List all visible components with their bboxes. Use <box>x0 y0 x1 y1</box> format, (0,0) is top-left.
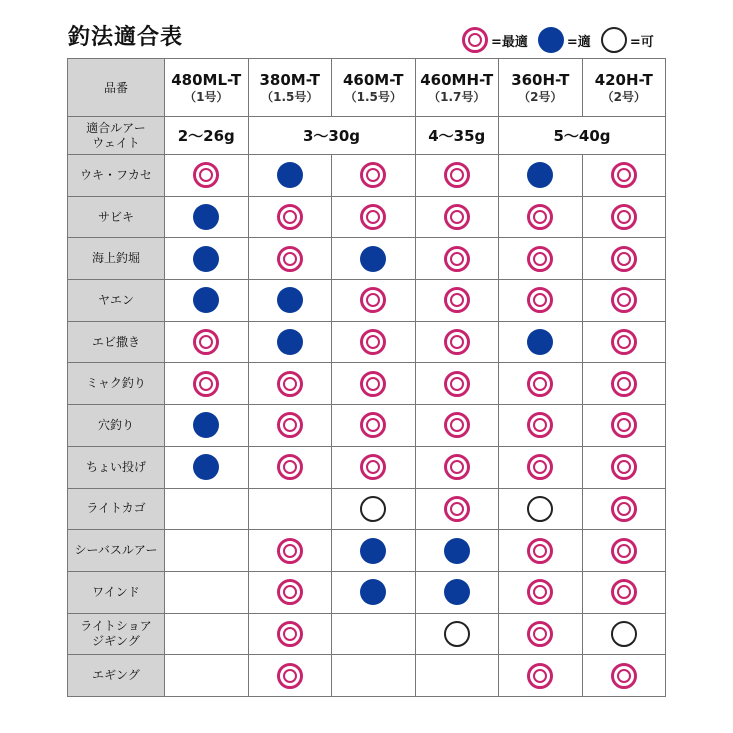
rating-cell <box>248 280 332 322</box>
rating-cell <box>499 571 583 613</box>
rating-cell <box>582 530 666 572</box>
method-label-line: ライトショア <box>80 618 152 633</box>
open-circle-icon <box>360 496 386 522</box>
filled-circle-icon <box>193 246 219 272</box>
table-row <box>68 196 666 238</box>
double-circle-icon <box>527 246 553 272</box>
rating-cell <box>582 655 666 697</box>
rating-cell <box>415 405 499 447</box>
method-label-line: サビキ <box>97 209 134 224</box>
rating-cell <box>248 321 332 363</box>
method-label <box>68 488 165 530</box>
rating-cell <box>582 280 666 322</box>
rating-cell <box>332 530 416 572</box>
model-name: 480ML-T <box>171 70 242 89</box>
rating-cell <box>499 321 583 363</box>
method-label <box>68 655 165 697</box>
double-circle-icon <box>444 371 470 397</box>
rating-cell <box>165 446 249 488</box>
double-circle-icon <box>193 329 219 355</box>
model-line: （1.5号） <box>344 89 402 104</box>
rating-cell <box>165 488 249 530</box>
rating-cell <box>415 530 499 572</box>
double-circle-icon <box>444 246 470 272</box>
open-circle-icon <box>444 621 470 647</box>
double-circle-icon <box>360 204 386 230</box>
rating-cell <box>499 530 583 572</box>
open-circle-icon <box>611 621 637 647</box>
method-label <box>68 280 165 322</box>
rating-cell <box>582 238 666 280</box>
filled-circle-icon <box>193 204 219 230</box>
rating-cell <box>165 530 249 572</box>
double-circle-icon <box>611 412 637 438</box>
model-header <box>248 59 332 117</box>
double-circle-icon <box>444 454 470 480</box>
method-label-line: エビ撒き <box>91 334 140 349</box>
method-label-line: ミャク釣り <box>86 376 146 391</box>
weight-cell: 4～35g <box>415 117 499 155</box>
double-circle-icon <box>360 371 386 397</box>
legend-item-good <box>538 27 591 53</box>
double-circle-icon <box>527 454 553 480</box>
rating-cell <box>415 571 499 613</box>
weight-label-line: 適合ルアー <box>86 120 146 135</box>
table-row <box>68 613 666 655</box>
rating-cell <box>582 321 666 363</box>
filled-circle-icon <box>360 538 386 564</box>
method-label-line: エギング <box>92 668 140 683</box>
method-label-line: ワインド <box>92 584 140 599</box>
double-circle-icon <box>277 579 303 605</box>
rating-cell <box>332 196 416 238</box>
weight-row <box>68 117 666 155</box>
legend-item-best <box>462 27 528 53</box>
weight-cell: 3～30g <box>248 117 415 155</box>
double-circle-icon <box>277 204 303 230</box>
rating-cell <box>499 488 583 530</box>
double-circle-icon <box>444 287 470 313</box>
method-label-line: ヤエン <box>97 292 134 307</box>
model-line: （2号） <box>518 89 563 104</box>
method-label <box>68 238 165 280</box>
double-circle-icon <box>527 204 553 230</box>
filled-circle-icon <box>193 454 219 480</box>
rating-cell <box>165 238 249 280</box>
header-label: 品番 <box>68 59 165 117</box>
weight-label <box>68 117 165 155</box>
model-name: 360H-T <box>511 70 570 89</box>
double-circle-icon <box>611 454 637 480</box>
method-label <box>68 363 165 405</box>
method-label <box>68 571 165 613</box>
double-circle-icon <box>611 579 637 605</box>
double-circle-icon <box>360 329 386 355</box>
rating-cell <box>499 238 583 280</box>
weight-label-line: ウェイト <box>92 135 140 150</box>
weight-cell: 2～26g <box>165 117 249 155</box>
table-row <box>68 446 666 488</box>
method-label-line: ライトカゴ <box>86 501 146 516</box>
table-row <box>68 655 666 697</box>
rating-cell <box>415 613 499 655</box>
method-label <box>68 530 165 572</box>
table-row <box>68 530 666 572</box>
double-circle-icon <box>277 371 303 397</box>
rating-cell <box>499 613 583 655</box>
method-label <box>68 155 165 197</box>
rating-cell <box>248 613 332 655</box>
double-circle-icon <box>277 454 303 480</box>
table-row <box>68 488 666 530</box>
rating-cell <box>248 530 332 572</box>
double-circle-icon <box>527 412 553 438</box>
method-label <box>68 446 165 488</box>
model-header <box>499 59 583 117</box>
rating-cell <box>332 155 416 197</box>
double-circle-icon <box>277 663 303 689</box>
rating-cell <box>332 238 416 280</box>
rating-cell <box>582 488 666 530</box>
rating-cell <box>415 655 499 697</box>
double-circle-icon <box>611 538 637 564</box>
filled-circle-icon <box>193 412 219 438</box>
filled-circle-icon <box>538 27 564 53</box>
rating-cell <box>332 446 416 488</box>
double-circle-icon <box>611 287 637 313</box>
model-header <box>332 59 416 117</box>
table-row <box>68 238 666 280</box>
fit-table <box>67 58 666 697</box>
method-label <box>68 405 165 447</box>
filled-circle-icon <box>360 246 386 272</box>
model-header <box>165 59 249 117</box>
double-circle-icon <box>611 329 637 355</box>
table-row <box>68 405 666 447</box>
double-circle-icon <box>462 27 488 53</box>
rating-cell <box>332 613 416 655</box>
rating-cell <box>248 655 332 697</box>
filled-circle-icon <box>277 287 303 313</box>
weight-cell: 5～40g <box>499 117 666 155</box>
method-label <box>68 321 165 363</box>
rating-cell <box>582 196 666 238</box>
method-label-line: 海上釣堀 <box>91 251 140 266</box>
filled-circle-icon <box>444 579 470 605</box>
double-circle-icon <box>193 371 219 397</box>
table-row <box>68 321 666 363</box>
model-name: 420H-T <box>594 70 653 89</box>
rating-cell <box>415 196 499 238</box>
rating-cell <box>248 155 332 197</box>
double-circle-icon <box>360 287 386 313</box>
double-circle-icon <box>444 329 470 355</box>
rating-cell <box>332 363 416 405</box>
filled-circle-icon <box>527 329 553 355</box>
filled-circle-icon <box>444 538 470 564</box>
double-circle-icon <box>444 204 470 230</box>
double-circle-icon <box>277 246 303 272</box>
rating-cell <box>248 571 332 613</box>
rating-cell <box>165 155 249 197</box>
method-label-line: シーバスルアー <box>74 543 158 558</box>
rating-cell <box>415 446 499 488</box>
rating-cell <box>248 363 332 405</box>
rating-cell <box>165 196 249 238</box>
model-header <box>415 59 499 117</box>
double-circle-icon <box>277 538 303 564</box>
rating-cell <box>248 405 332 447</box>
double-circle-icon <box>611 496 637 522</box>
rating-cell <box>499 363 583 405</box>
rating-cell <box>332 321 416 363</box>
double-circle-icon <box>444 162 470 188</box>
filled-circle-icon <box>277 162 303 188</box>
filled-circle-icon <box>360 579 386 605</box>
rating-cell <box>415 321 499 363</box>
open-circle-icon <box>527 496 553 522</box>
double-circle-icon <box>527 621 553 647</box>
rating-cell <box>165 613 249 655</box>
double-circle-icon <box>360 412 386 438</box>
double-circle-icon <box>611 162 637 188</box>
rating-cell <box>332 405 416 447</box>
rating-cell <box>415 488 499 530</box>
rating-cell <box>165 571 249 613</box>
rating-cell <box>582 446 666 488</box>
table-row <box>68 363 666 405</box>
model-name: 460M-T <box>343 70 404 89</box>
double-circle-icon <box>527 538 553 564</box>
rating-cell <box>165 280 249 322</box>
rating-cell <box>165 655 249 697</box>
model-line: （2号） <box>601 89 646 104</box>
legend-label-good: =適 <box>566 34 591 50</box>
rating-cell <box>499 155 583 197</box>
double-circle-icon <box>360 454 386 480</box>
rating-cell <box>499 446 583 488</box>
legend-item-ok <box>601 27 654 53</box>
method-label <box>68 613 165 655</box>
table-row <box>68 280 666 322</box>
rating-cell <box>332 571 416 613</box>
rating-cell <box>248 238 332 280</box>
double-circle-icon <box>360 162 386 188</box>
model-name: 460MH-T <box>420 70 494 89</box>
double-circle-icon <box>193 162 219 188</box>
rating-cell <box>499 405 583 447</box>
model-header <box>582 59 666 117</box>
rating-cell <box>499 196 583 238</box>
legend <box>452 26 654 54</box>
filled-circle-icon <box>527 162 553 188</box>
rating-cell <box>582 363 666 405</box>
rating-cell <box>415 280 499 322</box>
double-circle-icon <box>611 246 637 272</box>
double-circle-icon <box>444 496 470 522</box>
double-circle-icon <box>611 663 637 689</box>
double-circle-icon <box>611 371 637 397</box>
rating-cell <box>248 196 332 238</box>
filled-circle-icon <box>277 329 303 355</box>
model-name: 380M-T <box>259 70 320 89</box>
open-circle-icon <box>601 27 627 53</box>
rating-cell <box>499 655 583 697</box>
double-circle-icon <box>527 371 553 397</box>
rating-cell <box>332 655 416 697</box>
model-line: （1.5号） <box>261 89 319 104</box>
rating-cell <box>248 446 332 488</box>
rating-cell <box>165 405 249 447</box>
rating-cell <box>415 238 499 280</box>
fit-table-body <box>68 155 666 697</box>
model-line: （1.7号） <box>428 89 486 104</box>
table-row <box>68 571 666 613</box>
filled-circle-icon <box>193 287 219 313</box>
model-line: （1号） <box>184 89 229 104</box>
method-label <box>68 196 165 238</box>
rating-cell <box>582 155 666 197</box>
rating-cell <box>582 571 666 613</box>
double-circle-icon <box>527 287 553 313</box>
rating-cell <box>165 363 249 405</box>
method-label-line: ちょい投げ <box>85 459 146 474</box>
double-circle-icon <box>527 579 553 605</box>
table-row <box>68 155 666 197</box>
double-circle-icon <box>277 621 303 647</box>
rating-cell <box>165 321 249 363</box>
rating-cell <box>415 363 499 405</box>
double-circle-icon <box>444 412 470 438</box>
rating-cell <box>582 405 666 447</box>
rating-cell <box>582 613 666 655</box>
method-label-line: ジギング <box>92 633 140 648</box>
legend-label-best: =最適 <box>491 34 528 50</box>
double-circle-icon <box>611 204 637 230</box>
model-header-row <box>68 59 666 117</box>
page-title: 釣法適合表 <box>68 25 184 50</box>
rating-cell <box>415 155 499 197</box>
rating-cell <box>248 488 332 530</box>
method-label-line: 穴釣り <box>97 417 134 432</box>
rating-cell <box>332 280 416 322</box>
method-label-line: ウキ・フカセ <box>80 167 152 182</box>
rating-cell <box>499 280 583 322</box>
legend-label-ok: =可 <box>629 34 654 50</box>
double-circle-icon <box>527 663 553 689</box>
rating-cell <box>332 488 416 530</box>
double-circle-icon <box>277 412 303 438</box>
